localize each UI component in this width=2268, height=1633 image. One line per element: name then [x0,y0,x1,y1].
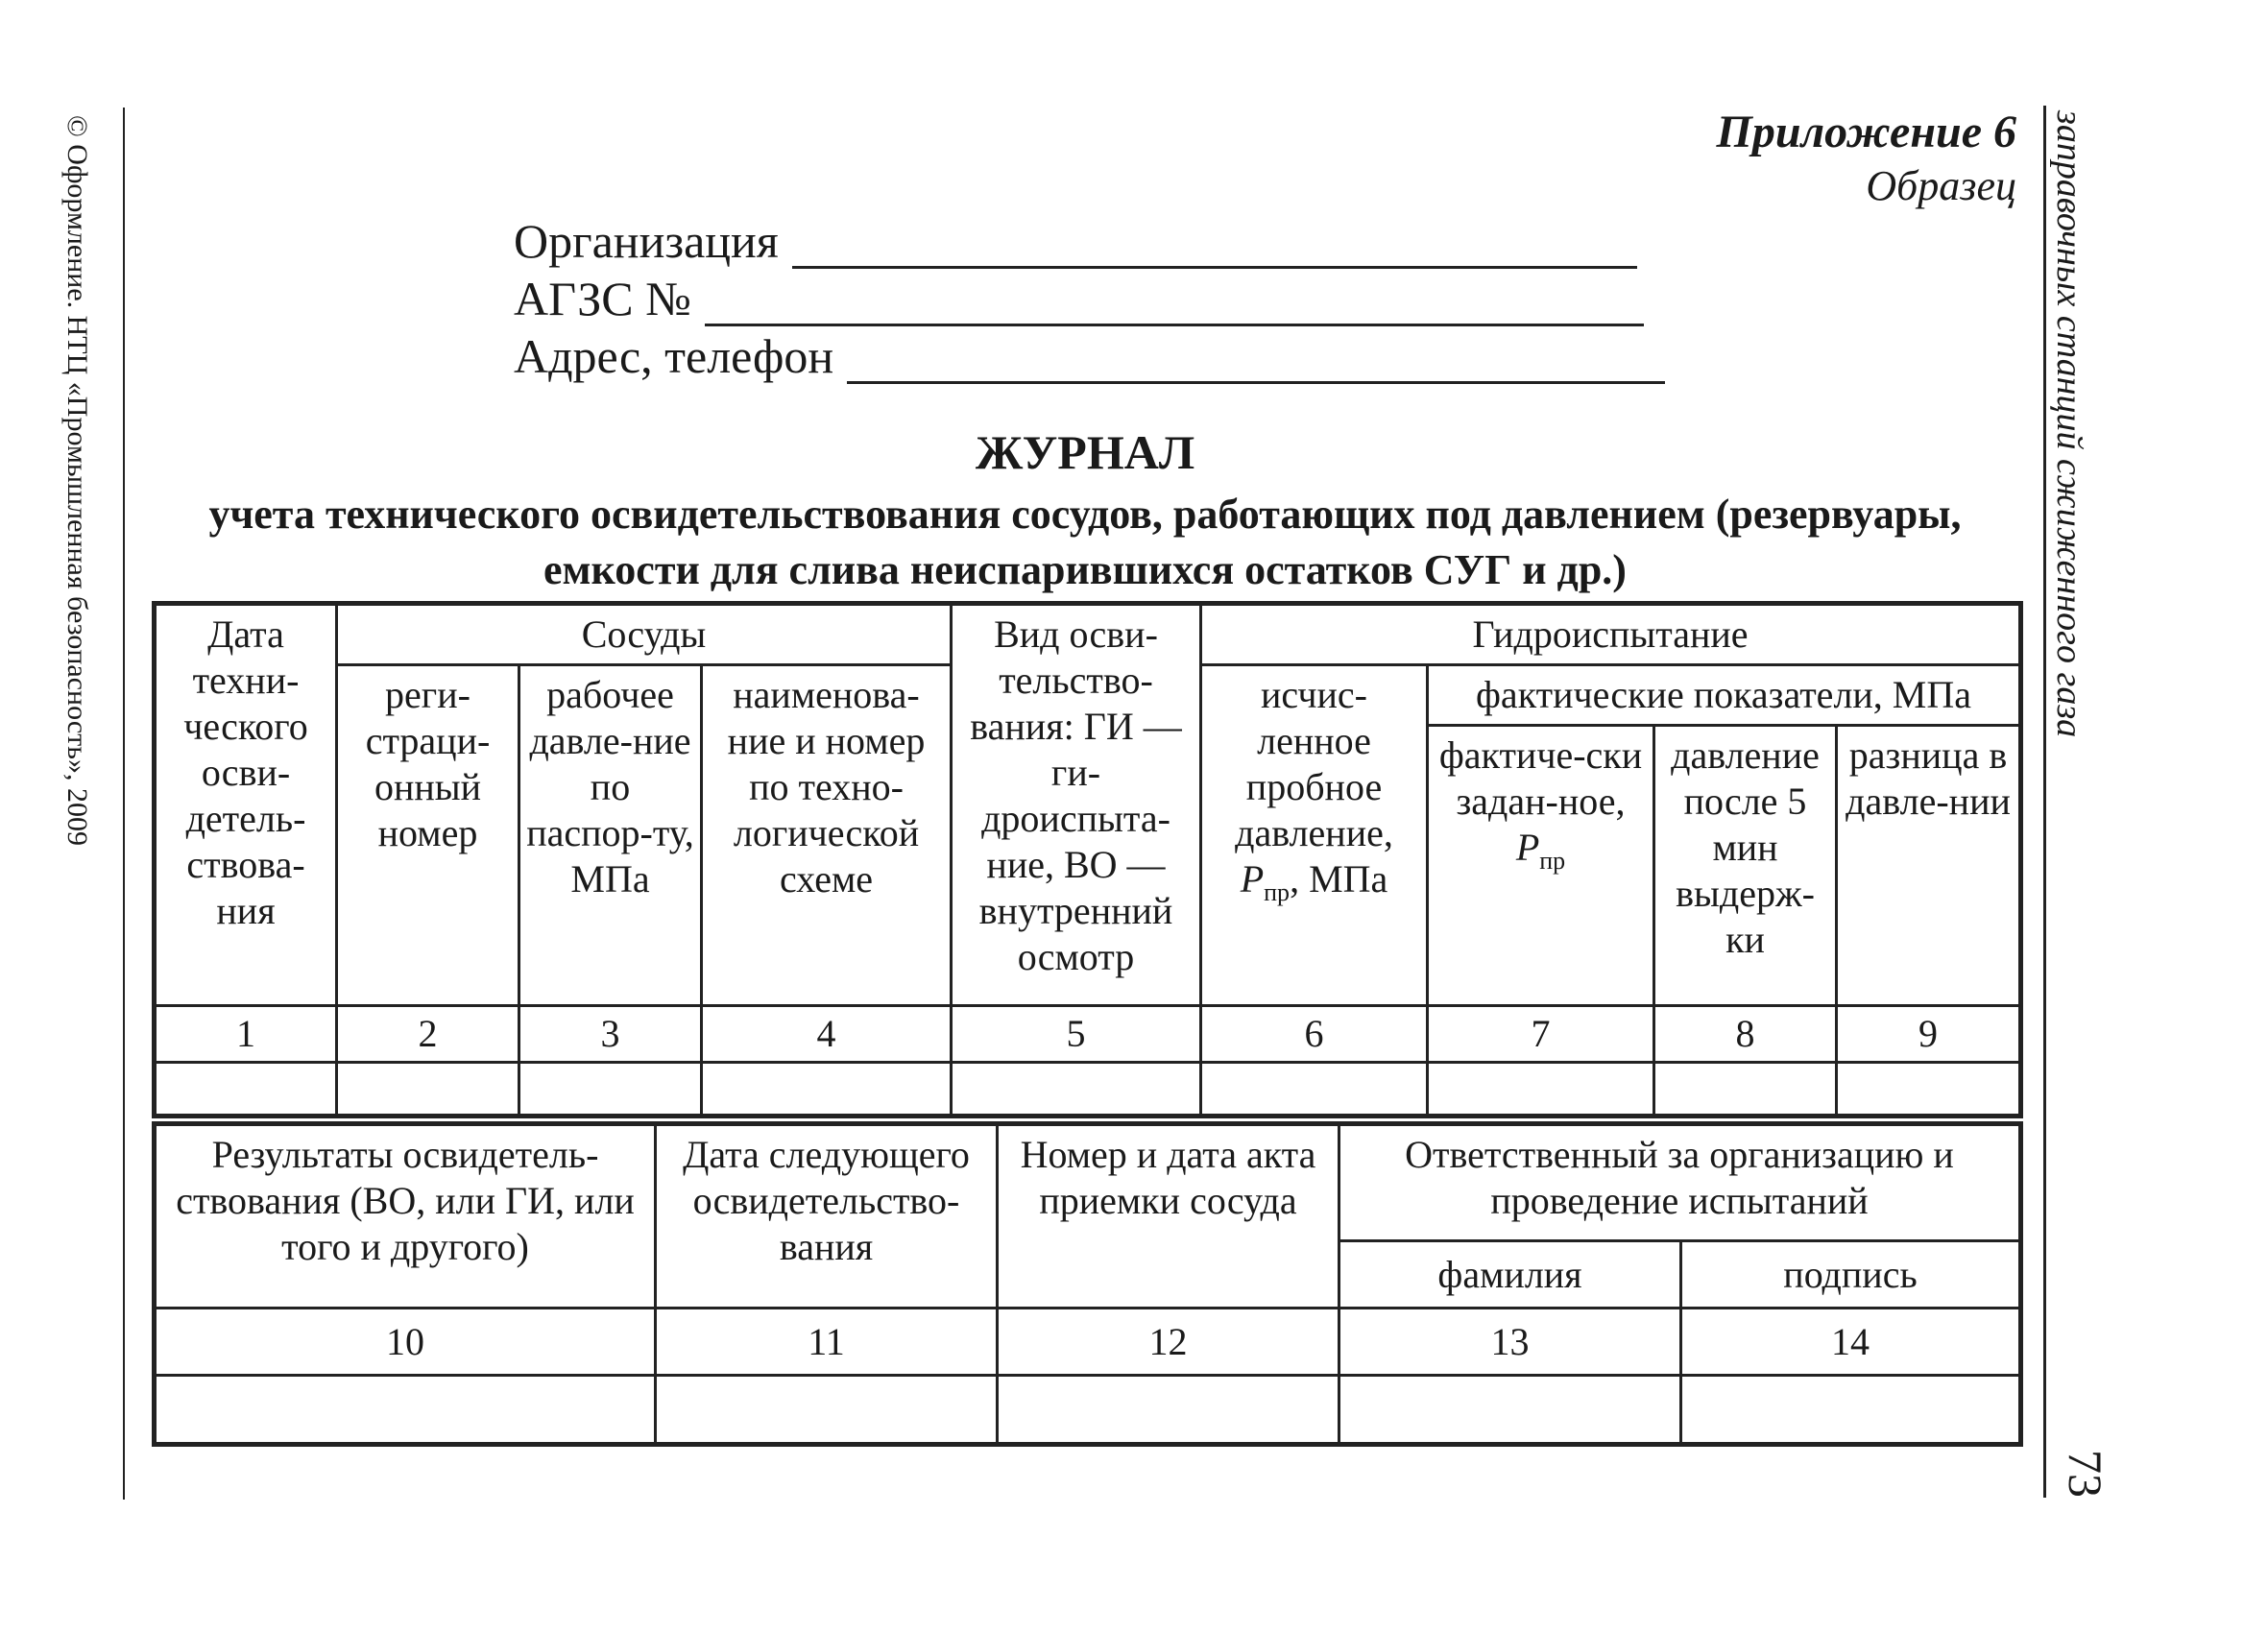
column-number: 13 [1339,1309,1681,1376]
header-results: Результаты освидетель-ствования (ВО, или ГИ, или того и другого) [155,1124,656,1309]
journal-table-1 [152,601,2023,1118]
empty-cell[interactable] [656,1376,998,1445]
header-name-number: наименова-ние и номер по техно-логической схеме [702,665,952,1006]
column-number: 14 [1681,1309,2021,1376]
header-next-date: Дата следующего освидетельство-вания [656,1124,998,1309]
empty-cell[interactable] [1201,1063,1428,1117]
appendix-label: Приложение 6 [1716,107,2016,157]
journal-table-2 [152,1121,2023,1447]
header-inspection-date: Дата техни-ческого осви-детель-ствова-ния [155,604,337,1006]
header-vessels: Сосуды [337,604,952,665]
empty-cell[interactable] [1681,1376,2021,1445]
empty-cell[interactable] [1654,1063,1837,1117]
header-actual-values: фактические показатели, МПа [1428,665,2021,726]
empty-cell[interactable] [702,1063,952,1117]
header-pressure-diff: разница в давле-нии [1837,726,2021,1006]
running-header: заправочных станций сжиженного газа [2049,110,2089,738]
empty-cell[interactable] [155,1063,337,1117]
empty-cell[interactable] [155,1376,656,1445]
header-calculated-pressure: исчис-ленное пробное давление, $P_{пр}$, МПа [1201,665,1428,1006]
address-blank [847,343,1665,384]
address-line [514,328,1665,384]
header-reg-number: реги-страци-онный номер [337,665,519,1006]
column-number: 11 [656,1309,998,1376]
address-label: Адрес, телефон [514,329,834,383]
station-line [514,271,1644,326]
empty-cell[interactable] [1428,1063,1654,1117]
station-blank [705,285,1644,326]
header-acceptance-act: Номер и дата акта приемки сосуда [998,1124,1339,1309]
header-inspection-type: Вид осви-тельство-вания: ГИ — ги-дроиспыта-ние, ВО — внутренний осмотр [952,604,1201,1006]
header-responsible: Ответственный за организацию и проведение испытаний [1339,1124,2021,1241]
left-margin-rule [123,108,125,1500]
empty-cell[interactable] [519,1063,702,1117]
organization-label: Организация [514,214,779,268]
column-number: 12 [998,1309,1339,1376]
column-number: 10 [155,1309,656,1376]
column-number: 4 [702,1006,952,1063]
column-number: 8 [1654,1006,1837,1063]
header-pressure-after-5min: давление после 5 мин выдерж-ки [1654,726,1837,1006]
column-number: 9 [1837,1006,2021,1063]
copyright-note: © Оформление. НТЦ «Промышленная безопасность», 2009 [61,115,93,846]
empty-cell[interactable] [1837,1063,2021,1117]
organization-line [514,213,1637,269]
empty-cell[interactable] [952,1063,1201,1117]
column-number: 6 [1201,1006,1428,1063]
header-working-pressure: рабочее давле-ние по паспор-ту, МПа [519,665,702,1006]
empty-cell[interactable] [998,1376,1339,1445]
column-number: 3 [519,1006,702,1063]
empty-cell[interactable] [337,1063,519,1117]
table-row [155,1376,2021,1445]
journal-subtitle-line1: учета технического освидетельствования сосудов, работающих под давлением (резервуары, [208,491,1962,538]
header-actual-set: фактиче-ски задан-ное, $P_{пр}$ [1428,726,1654,1006]
page-number: 73 [2059,1450,2112,1498]
station-label: АГЗС № [514,272,691,325]
column-number: 1 [155,1006,337,1063]
journal-subtitle-line2: емкости для слива неиспарившихся остатков СУГ и др.) [543,546,1627,593]
header-signature: подпись [1681,1241,2021,1309]
journal-title: ЖУРНАЛ [975,425,1195,479]
empty-cell[interactable] [1339,1376,1681,1445]
header-hydrotest: Гидроиспытание [1201,604,2021,665]
header-surname: фамилия [1339,1241,1681,1309]
organization-blank [792,228,1637,269]
table-row [155,1063,2021,1117]
column-number: 5 [952,1006,1201,1063]
column-number: 2 [337,1006,519,1063]
sample-label: Образец [1866,162,2016,209]
column-number: 7 [1428,1006,1654,1063]
